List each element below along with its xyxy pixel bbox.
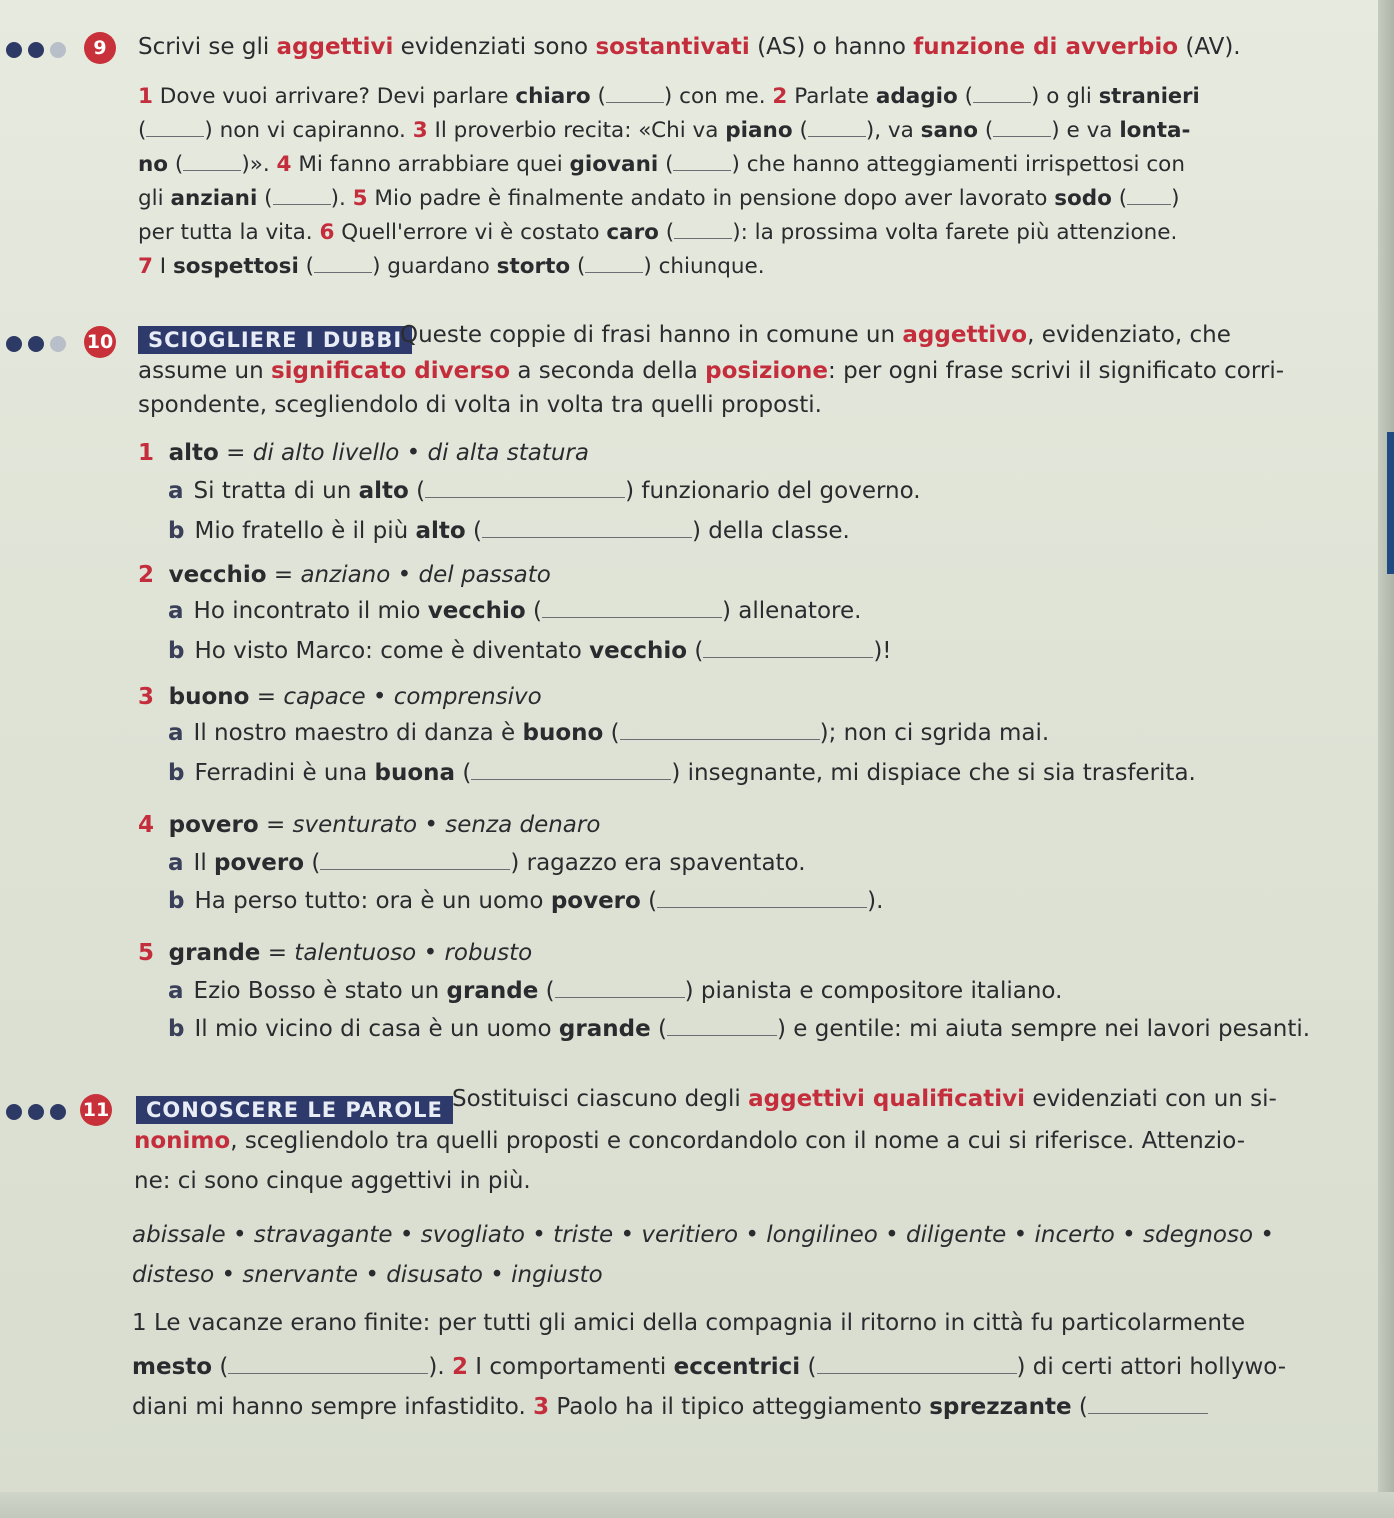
answer-blank[interactable]: [228, 1372, 428, 1374]
answer-blank[interactable]: [703, 656, 873, 658]
word-group: 4 povero = sventurato • senza denaro: [138, 812, 601, 838]
exercise-line: gli anziani ( ). 5 Mio padre è finalmente andato in pensione dopo aver lavorato sodo ( ): [138, 186, 1180, 211]
page-bottom-edge: [0, 1492, 1394, 1518]
answer-blank[interactable]: [585, 271, 643, 273]
exercise-instruction: assume un significato diverso a seconda della posizione: per ogni frase scrivi il significato corri-: [138, 358, 1285, 384]
exercise-instruction: Queste coppie di frasi hanno in comune un aggettivo, evidenziato, che: [400, 322, 1231, 348]
exercise-number: 11: [80, 1094, 112, 1126]
answer-blank[interactable]: [1127, 203, 1171, 205]
page-tab-marker: [1387, 432, 1394, 574]
answer-blank[interactable]: [657, 906, 867, 908]
sentence-a: a Ho incontrato il mio vecchio ( ) allenatore.: [168, 598, 862, 624]
word-group: 1 alto = di alto livello • di alta statura: [138, 440, 589, 466]
answer-blank[interactable]: [1088, 1412, 1208, 1414]
difficulty-dots: [6, 42, 66, 58]
answer-blank[interactable]: [620, 738, 820, 740]
exercise-line: 1 Dove vuoi arrivare? Devi parlare chiaro ( ) con me. 2 Parlate adagio ( ) o gli stranieri: [138, 84, 1200, 109]
word-bank: abissale • stravagante • svogliato • triste • veritiero • longilineo • diligente • incerto • sdegnoso •: [132, 1222, 1274, 1248]
exercise-line: per tutta la vita. 6 Quell'errore vi è costato caro ( ): la prossima volta farete più attenzione.: [138, 220, 1178, 245]
exercise-line: 1 Le vacanze erano finite: per tutti gli amici della compagnia il ritorno in città fu particolarmente: [132, 1310, 1246, 1336]
exercise-line: 7 I sospettosi ( ) guardano storto ( ) chiunque.: [138, 254, 765, 279]
sentence-b: b Ho visto Marco: come è diventato vecchio ( )!: [168, 638, 892, 664]
exercise-instruction: Sostituisci ciascuno degli aggettivi qualificativi evidenziati con un si-: [452, 1086, 1277, 1112]
sentence-a: a Ezio Bosso è stato un grande ( ) pianista e compositore italiano.: [168, 978, 1063, 1004]
answer-blank[interactable]: [471, 778, 671, 780]
answer-blank[interactable]: [425, 496, 625, 498]
difficulty-dots: [6, 336, 66, 352]
answer-blank[interactable]: [673, 169, 731, 171]
exercise-instruction: nonimo, scegliendolo tra quelli proposti e concordandolo con il nome a cui si riferisce. Attenzio-: [134, 1128, 1245, 1154]
answer-blank[interactable]: [973, 101, 1031, 103]
exercise-number: 10: [84, 326, 116, 358]
answer-blank[interactable]: [817, 1372, 1017, 1374]
difficulty-dots: [6, 1104, 66, 1120]
exercise-line: diani mi hanno sempre infastidito. 3 Paolo ha il tipico atteggiamento sprezzante (: [132, 1394, 1208, 1420]
sentence-a: a Il povero ( ) ragazzo era spaventato.: [168, 850, 806, 876]
sentence-a: a Il nostro maestro di danza è buono ( ); non ci sgrida mai.: [168, 720, 1050, 746]
answer-blank[interactable]: [606, 101, 664, 103]
exercise-instruction: ne: ci sono cinque aggettivi in più.: [134, 1168, 531, 1194]
answer-blank[interactable]: [993, 135, 1051, 137]
sentence-b: b Il mio vicino di casa è un uomo grande ( ) e gentile: mi aiuta sempre nei lavori pesanti.: [168, 1016, 1311, 1042]
exercise-instruction: Scrivi se gli aggettivi evidenziati sono sostantivati (AS) o hanno funzione di avverbio (AV).: [138, 34, 1241, 60]
answer-blank[interactable]: [482, 536, 692, 538]
word-group: 2 vecchio = anziano • del passato: [138, 562, 551, 588]
answer-blank[interactable]: [667, 1034, 777, 1036]
word-bank: disteso • snervante • disusato • ingiusto: [132, 1262, 603, 1288]
exercise-number: 9: [84, 32, 116, 64]
page-edge: [1378, 0, 1394, 1518]
answer-blank[interactable]: [183, 169, 241, 171]
exercise-line: mesto ( ). 2 I comportamenti eccentrici ( ) di certi attori hollywo-: [132, 1354, 1287, 1380]
answer-blank[interactable]: [146, 135, 204, 137]
answer-blank[interactable]: [542, 616, 722, 618]
answer-blank[interactable]: [314, 271, 372, 273]
answer-blank[interactable]: [320, 868, 510, 870]
sentence-a: a Si tratta di un alto ( ) funzionario del governo.: [168, 478, 921, 504]
sentence-b: b Mio fratello è il più alto ( ) della classe.: [168, 518, 850, 544]
answer-blank[interactable]: [674, 237, 732, 239]
exercise-instruction: spondente, scegliendolo di volta in volta tra quelli proposti.: [138, 392, 822, 418]
sentence-b: b Ferradini è una buona ( ) insegnante, mi dispiace che si sia trasferita.: [168, 760, 1196, 786]
word-group: 5 grande = talentuoso • robusto: [138, 940, 533, 966]
answer-blank[interactable]: [808, 135, 866, 137]
exercise-line: no ( )». 4 Mi fanno arrabbiare quei giovani ( ) che hanno atteggiamenti irrispettosi con: [138, 152, 1185, 177]
section-badge: SCIOGLIERE I DUBBI: [138, 326, 412, 354]
section-badge: CONOSCERE LE PAROLE: [136, 1096, 453, 1124]
answer-blank[interactable]: [555, 996, 685, 998]
exercise-line: ( ) non vi capiranno. 3 Il proverbio recita: «Chi va piano ( ), va sano ( ) e va lonta-: [138, 118, 1191, 143]
word-group: 3 buono = capace • comprensivo: [138, 684, 542, 710]
answer-blank[interactable]: [273, 203, 331, 205]
sentence-b: b Ha perso tutto: ora è un uomo povero ( ).: [168, 888, 884, 914]
